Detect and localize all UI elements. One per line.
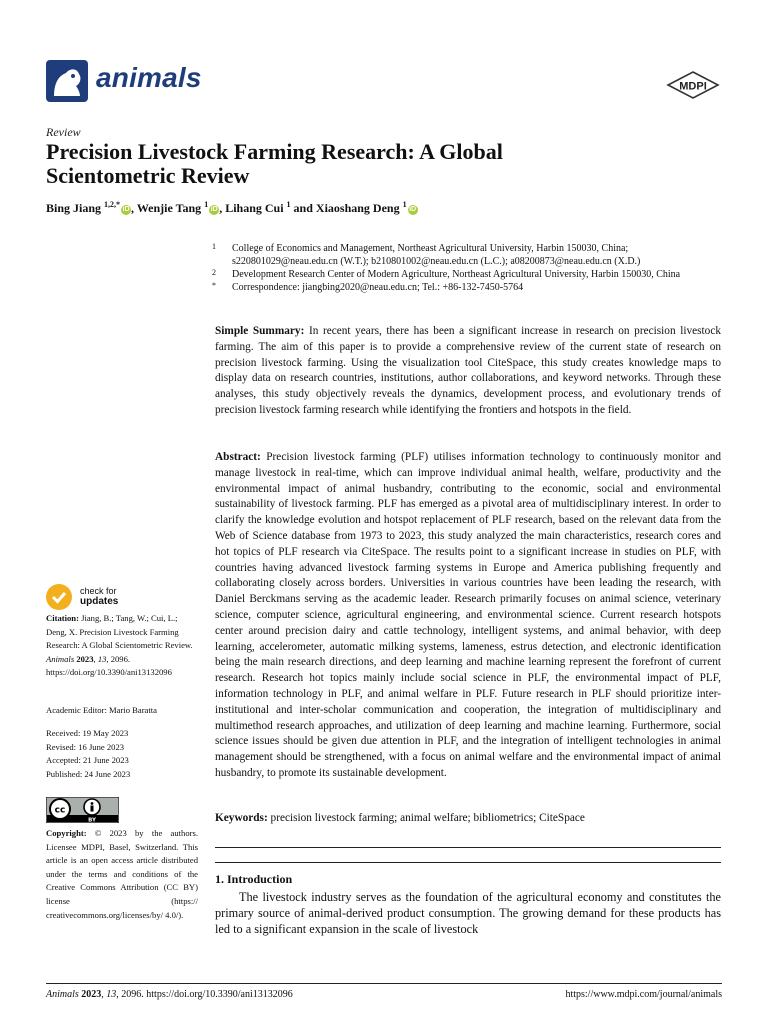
publication-dates <box>46 727 198 781</box>
academic-editor: Academic Editor: Mario Baratta <box>46 705 157 715</box>
affiliation: 2 Development Research Center of Modern Agriculture, Northeast Agricultural University, Harbin 150030, China <box>212 268 681 280</box>
svg-text:MDPI: MDPI <box>679 80 707 93</box>
author-affiliation-mark: 1 <box>286 200 291 209</box>
footer-divider <box>46 983 722 984</box>
divider <box>215 862 721 863</box>
author-affiliation-mark: 1 <box>204 200 209 209</box>
author-affiliation-mark: 1,2,* <box>104 200 121 209</box>
intro-paragraph: The livestock industry serves as the foundation of the agricultural economy and constitutes the primary source of animal-derived product consumption. The growing demand for these products has led to a significant expansion in the scale of livestock <box>215 890 721 936</box>
copyright-notice: Copyright: © 2023 by the authors. Licensee MDPI, Basel, Switzerland. This article is an open access article distributed under the terms and conditions of the Creative Commons Attribution (CC BY) license (https:// creativecommons.org/licenses/by/ 4.0/). <box>46 828 198 920</box>
author-list: Bing Jiang $^{1,2,*}$iD , Wenjie Tang $^1$iD , Lihang Cui $^1$ and Xiaoshang Deng $^1$iD <box>46 200 417 215</box>
keywords-label: Keywords: <box>215 812 268 824</box>
author-affiliation-mark: 1 <box>402 200 407 209</box>
citation-doi-link[interactable]: , 2096. https://doi.org/10.3390/ani13132096 <box>46 653 172 678</box>
paper-title: Precision Livestock Farming Research: A Global Scientometric Review <box>46 139 503 188</box>
orcid-icon[interactable]: iD <box>122 206 130 213</box>
svg-text:cc: cc <box>54 805 66 816</box>
citation-block: Citation: Jiang, B.; Tang, W.; Cui, L.; Deng, X. Precision Livestock Farming Research: A Global Scientometric Review. Animals 2023, 13, 2096. https://doi.org/10.3390/ani13132096 <box>46 613 193 678</box>
author-name: Bing Jiang <box>46 201 105 215</box>
simple-summary-text: In recent years, there has been a significant increase in research on precision livestock farming. The aim of this paper is to provide a comprehensive review of the current state of research on precision livestock farming. Using the visualization tool CiteSpace, this study creates knowledge maps to display data on research countries, institutions, author collaborations, and keyword networks. Through these analyses, this study objectively reveals the dynamics, development process, and evolutionary trends of precision livestock farming research while identifying the frontiers and hotspots in the field. <box>215 325 721 416</box>
affiliations <box>212 242 712 294</box>
received-date: Received: 19 May 2023 <box>46 728 129 738</box>
author-name: Lihang Cui <box>225 201 287 215</box>
footer-journal-url[interactable]: https://www.mdpi.com/journal/animals <box>565 989 722 1000</box>
abstract-text: Precision livestock farming (PLF) utilises information technology to continuously monitor and manage livestock in real-time, which can improve individual animal health, welfare, productivity and the environmental impact of animal husbandry, contributing to the economic, social and environmental sustainability of livestock farming. PLF has emerged as a pivotal area of multidisciplinary interest. In order to clarify the knowledge evolution and hotspot replacement of PLF research, based on the relevant data from the Web of Science database from 1973 to 2023, this study analyzed the main characteristics, research cores and hot topics of PLF research via CiteSpace. The results point to a significant increase in studies on PLF, with countries having advanced livestock farming systems in Europe and America publishing frequently and collaborating closely across borders. Universities in various countries have been leading the research, with Daniel Berckmans serving as the academic leader. Research primarily focuses on animal science, veterinary science, computer science, agricultural engineering, and environmental science. Current research hotspots center around precision dairy and cattle technology, intelligent systems, and animal behavior, with deep learning, accelerometer, automatic milking systems, lameness, estrus detection, and electronic identification being the main research directions, and deep learning and machine learning represent the forefront of current research. Research hot topics mainly include social science in PLF, the environmental impact of PLF, information technology in PLF, and animal welfare in PLF. Future research in PLF should prioritize inter-institutional and inter-scholar communication and cooperation, the integration of multidisciplinary and multimethod research approaches, and utilization of deep learning and machine learning. Furthermore, social science issues should be given due attention in PLF, and the integration of intelligent technologies in animal management should be strengthened, with a focus on animal welfare and the environmental impact of animal husbandry, to promote its sustainable development. <box>215 451 721 779</box>
simple-summary-label: Simple Summary: <box>215 325 305 337</box>
affiliation: 1 College of Economics and Management, Northeast Agricultural University, Harbin 150030, China; s220801029@neau.edu.cn (W.T.); b210801002@neau.edu.cn (L.C.); a08200873@neau.edu.cn (X.D.) <box>212 242 641 267</box>
gorilla-icon <box>46 60 88 102</box>
footer-citation: Animals 2023, 13, 2096. https://doi.org/10.3390/ani13132096 <box>46 989 293 1000</box>
section-heading: 1. Introduction <box>215 872 293 886</box>
article-type: Review <box>46 125 81 139</box>
divider <box>215 847 721 848</box>
orcid-icon[interactable]: iD <box>409 206 417 213</box>
orcid-icon[interactable]: iD <box>210 206 218 213</box>
accepted-date: Accepted: 21 June 2023 <box>46 755 129 766</box>
author-name: Xiaoshang Deng <box>315 201 403 215</box>
simple-summary <box>215 324 721 419</box>
journal-name: animals <box>96 62 202 93</box>
abstract <box>215 450 721 782</box>
abstract-label: Abstract: <box>215 451 261 463</box>
svg-text:BY: BY <box>88 817 96 823</box>
correspondence: * Correspondence: jiangbing2020@neau.edu.cn; Tel.: +86-132-7450-5764 <box>212 281 524 293</box>
revised-date: Revised: 16 June 2023 <box>46 741 125 752</box>
cc-by-icon[interactable] <box>46 797 119 823</box>
mdpi-logo <box>666 70 720 100</box>
author-name: Wenjie Tang <box>136 201 205 215</box>
keywords-text: precision livestock farming; animal welfare; bibliometrics; CiteSpace <box>270 812 585 824</box>
footer-doi-link[interactable]: , 2096. https://doi.org/10.3390/ani13132096 <box>116 989 293 1000</box>
published-date: Published: 24 June 2023 <box>46 768 131 779</box>
keywords <box>215 811 721 827</box>
check-updates-icon <box>46 584 72 610</box>
check-for-updates-button[interactable]: check for updates <box>46 584 118 610</box>
